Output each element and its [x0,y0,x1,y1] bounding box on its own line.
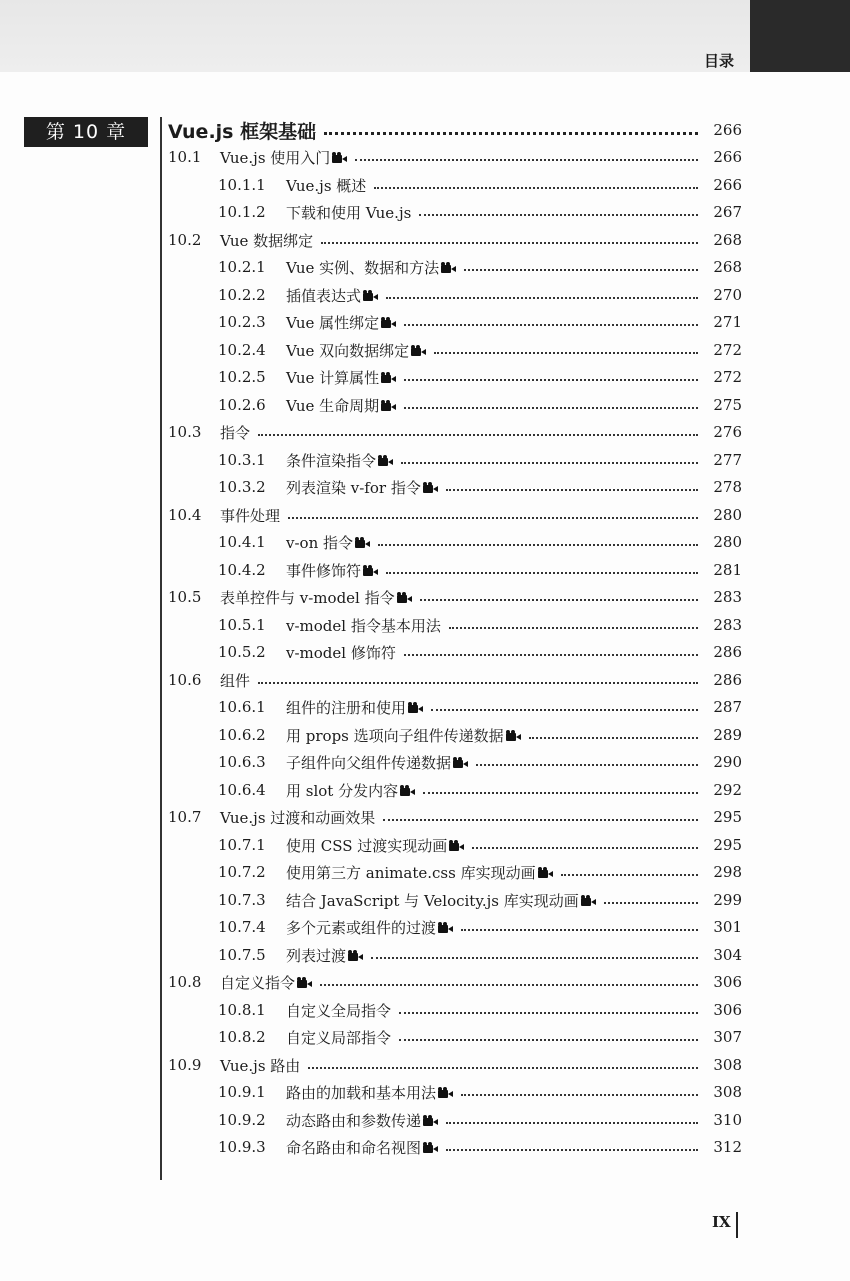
entry-title: 事件处理 [220,506,281,525]
toc-section-row[interactable] [0,969,742,995]
video-camera-icon [381,372,396,383]
entry-number: 10.5.1 [218,616,266,634]
entry-number: 10.6.3 [218,753,266,771]
dot-leader [404,379,698,381]
entry-number: 10.2.3 [218,313,266,331]
entry-page: 280 [713,533,742,551]
toc-subsection-row[interactable] [0,1024,742,1050]
chapter-page: 266 [713,121,742,139]
entry-number: 10.1.1 [218,176,266,194]
entry-number: 10.9.3 [218,1138,266,1156]
toc-subsection-row[interactable] [0,722,742,748]
toc-section-row[interactable] [0,144,742,170]
dot-leader [320,984,698,986]
entry-number: 10.6.1 [218,698,266,716]
entry-title: Vue.js 过渡和动画效果 [220,808,376,827]
entry-title: Vue 实例、数据和方法 [286,258,440,277]
toc-subsection-row[interactable] [0,364,742,390]
video-camera-icon [332,152,347,163]
entry-page: 308 [713,1083,742,1101]
entry-title: Vue 计算属性 [286,368,380,387]
entry-number: 10.8.2 [218,1028,266,1046]
entry-title: v-model 指令基本用法 [286,616,441,635]
entry-number: 10.6 [168,671,202,689]
entry-number: 10.7.5 [218,946,266,964]
video-camera-icon [423,1142,438,1153]
toc-subsection-row[interactable] [0,777,742,803]
toc-subsection-row[interactable] [0,639,742,665]
dot-leader [378,544,698,546]
entry-title: 表单控件与 v-model 指令 [220,588,395,607]
video-camera-icon [378,455,393,466]
entry-page: 281 [713,561,742,579]
entry-number: 10.5 [168,588,202,606]
section-label: 目录 [704,52,735,70]
entry-number: 10.7.4 [218,918,266,936]
entry-title: Vue 数据绑定 [220,231,314,250]
entry-number: 10.7.1 [218,836,266,854]
entry-number: 10.7 [168,808,202,826]
video-camera-icon [355,537,370,548]
entry-page: 310 [713,1111,742,1129]
entry-title: Vue 双向数据绑定 [286,341,410,360]
entry-title: 自定义局部指令 [286,1028,392,1047]
entry-number: 10.6.2 [218,726,266,744]
entry-page: 295 [713,808,742,826]
entry-page: 266 [713,176,742,194]
dot-leader [461,1094,698,1096]
entry-number: 10.2.6 [218,396,266,414]
dot-leader [258,682,698,684]
entry-title: Vue.js 概述 [286,176,367,195]
entry-title: v-model 修饰符 [286,643,396,662]
dot-leader [308,1067,698,1069]
entry-page: 278 [713,478,742,496]
dot-leader [355,159,698,161]
entry-number: 10.4 [168,506,202,524]
toc-subsection-row[interactable] [0,1107,742,1133]
entry-title: Vue 生命周期 [286,396,380,415]
entry-page: 276 [713,423,742,441]
entry-title: 指令 [220,423,251,442]
video-camera-icon [423,1115,438,1126]
entry-page: 268 [713,258,742,276]
toc-subsection-row[interactable] [0,529,742,555]
page-number-bar [736,1212,738,1238]
entry-title: Vue.js 路由 [220,1056,301,1075]
video-camera-icon [348,950,363,961]
dot-leader [446,489,698,491]
dot-leader [383,819,698,821]
entry-page: 286 [713,643,742,661]
entry-title: 自定义指令 [220,973,296,992]
entry-page: 271 [713,313,742,331]
toc-section-row[interactable] [0,227,742,253]
entry-page: 292 [713,781,742,799]
toc-subsection-row[interactable] [0,309,742,335]
entry-title: 用 props 选项向子组件传递数据 [286,726,504,745]
toc-subsection-row[interactable] [0,199,742,225]
entry-title: 路由的加载和基本用法 [286,1083,437,1102]
dot-leader [476,764,698,766]
dot-leader [404,407,698,409]
dot-leader [404,654,698,656]
dot-leader [288,517,698,519]
entry-page: 286 [713,671,742,689]
toc-section-row[interactable] [0,584,742,610]
entry-title: 组件的注册和使用 [286,698,407,717]
dot-leader [449,627,698,629]
toc-section-row[interactable] [0,419,742,445]
dot-leader [371,957,698,959]
entry-number: 10.4.1 [218,533,266,551]
entry-title: Vue.js 使用入门 [220,148,331,167]
entry-page: 280 [713,506,742,524]
entry-title: Vue 属性绑定 [286,313,380,332]
entry-page: 304 [713,946,742,964]
entry-page: 267 [713,203,742,221]
toc-subsection-row[interactable] [0,749,742,775]
entry-title: 列表过渡 [286,946,347,965]
dot-leader [374,187,698,189]
entry-page: 266 [713,148,742,166]
entry-number: 10.6.4 [218,781,266,799]
entry-number: 10.2.2 [218,286,266,304]
toc-subsection-row[interactable] [0,447,742,473]
entry-page: 308 [713,1056,742,1074]
entry-title: 命名路由和命名视图 [286,1138,422,1157]
entry-page: 283 [713,616,742,634]
toc-subsection-row[interactable] [0,254,742,280]
dot-leader [386,572,698,574]
dot-leader [419,214,698,216]
dot-leader [464,269,698,271]
video-camera-icon [538,867,553,878]
entry-page: 306 [713,1001,742,1019]
entry-page: 290 [713,753,742,771]
entry-title: 条件渲染指令 [286,451,377,470]
entry-number: 10.9 [168,1056,202,1074]
entry-number: 10.3 [168,423,202,441]
dot-leader [258,434,698,436]
entry-number: 10.2.4 [218,341,266,359]
entry-page: 299 [713,891,742,909]
entry-number: 10.1.2 [218,203,266,221]
video-camera-icon [400,785,415,796]
entry-title: 使用 CSS 过渡实现动画 [286,836,448,855]
entry-page: 306 [713,973,742,991]
toc-section-row[interactable] [0,667,742,693]
entry-number: 10.9.1 [218,1083,266,1101]
dot-leader [431,709,698,711]
chapter-title: Vue.js 框架基础 [168,120,317,143]
entry-number: 10.3.2 [218,478,266,496]
dot-leader [386,297,698,299]
toc-subsection-row[interactable] [0,832,742,858]
entry-page: 268 [713,231,742,249]
dot-leader [324,132,698,135]
dot-leader [472,847,698,849]
header-dark-tab [750,0,850,72]
dot-leader [399,1039,698,1041]
video-camera-icon [441,262,456,273]
entry-title: 组件 [220,671,251,690]
toc-subsection-row[interactable] [0,694,742,720]
video-camera-icon [363,565,378,576]
entry-page: 270 [713,286,742,304]
entry-title: 插值表达式 [286,286,362,305]
dot-leader [399,1012,698,1014]
video-camera-icon [423,482,438,493]
entry-page: 295 [713,836,742,854]
chapter-badge: 第 10 章 [24,117,148,147]
entry-number: 10.7.2 [218,863,266,881]
video-camera-icon [449,840,464,851]
toc-subsection-row[interactable] [0,337,742,363]
dot-leader [434,352,698,354]
toc-subsection-row[interactable] [0,887,742,913]
entry-number: 10.7.3 [218,891,266,909]
entry-title: 用 slot 分发内容 [286,781,399,800]
entry-number: 10.8 [168,973,202,991]
entry-page: 301 [713,918,742,936]
video-camera-icon [408,702,423,713]
page-number: IX [712,1213,731,1231]
toc-section-row[interactable] [0,804,742,830]
entry-page: 307 [713,1028,742,1046]
dot-leader [404,324,698,326]
entry-title: v-on 指令 [286,533,354,552]
toc-subsection-row[interactable] [0,282,742,308]
entry-number: 10.5.2 [218,643,266,661]
entry-number: 10.2.5 [218,368,266,386]
toc-subsection-row[interactable] [0,1079,742,1105]
dot-leader [446,1122,698,1124]
entry-title: 结合 JavaScript 与 Velocity.js 库实现动画 [286,891,579,910]
entry-title: 子组件向父组件传递数据 [286,753,452,772]
entry-page: 275 [713,396,742,414]
toc-subsection-row[interactable] [0,557,742,583]
video-camera-icon [411,345,426,356]
chapter-heading[interactable] [168,117,742,143]
entry-number: 10.3.1 [218,451,266,469]
dot-leader [461,929,698,931]
entry-title: 使用第三方 animate.css 库实现动画 [286,863,536,882]
dot-leader [420,599,698,601]
entry-number: 10.9.2 [218,1111,266,1129]
entry-number: 10.2.1 [218,258,266,276]
dot-leader [321,242,698,244]
toc-subsection-row[interactable] [0,914,742,940]
video-camera-icon [438,922,453,933]
entry-number: 10.2 [168,231,202,249]
toc-subsection-row[interactable] [0,392,742,418]
entry-title: 事件修饰符 [286,561,362,580]
toc-subsection-row[interactable] [0,859,742,885]
video-camera-icon [397,592,412,603]
entry-number: 10.8.1 [218,1001,266,1019]
entry-page: 283 [713,588,742,606]
entry-title: 列表渲染 v-for 指令 [286,478,421,497]
video-camera-icon [453,757,468,768]
entry-page: 277 [713,451,742,469]
dot-leader [423,792,698,794]
dot-leader [529,737,698,739]
entry-page: 312 [713,1138,742,1156]
toc-section-row[interactable] [0,502,742,528]
entry-title: 自定义全局指令 [286,1001,392,1020]
entry-number: 10.4.2 [218,561,266,579]
video-camera-icon [438,1087,453,1098]
toc-subsection-row[interactable] [0,942,742,968]
dot-leader [561,874,698,876]
video-camera-icon [297,977,312,988]
entry-number: 10.1 [168,148,202,166]
video-camera-icon [363,290,378,301]
dot-leader [446,1149,698,1151]
video-camera-icon [506,730,521,741]
entry-title: 下载和使用 Vue.js [286,203,412,222]
video-camera-icon [381,400,396,411]
entry-title: 多个元素或组件的过渡 [286,918,437,937]
toc-subsection-row[interactable] [0,172,742,198]
toc-subsection-row[interactable] [0,612,742,638]
video-camera-icon [381,317,396,328]
toc-section-row[interactable] [0,1052,742,1078]
entry-title: 动态路由和参数传递 [286,1111,422,1130]
entry-page: 272 [713,368,742,386]
dot-leader [604,902,698,904]
entry-page: 287 [713,698,742,716]
entry-page: 272 [713,341,742,359]
video-camera-icon [581,895,596,906]
dot-leader [401,462,698,464]
entry-page: 289 [713,726,742,744]
toc-subsection-row[interactable] [0,997,742,1023]
toc-subsection-row[interactable] [0,1134,742,1160]
toc-subsection-row[interactable] [0,474,742,500]
entry-page: 298 [713,863,742,881]
